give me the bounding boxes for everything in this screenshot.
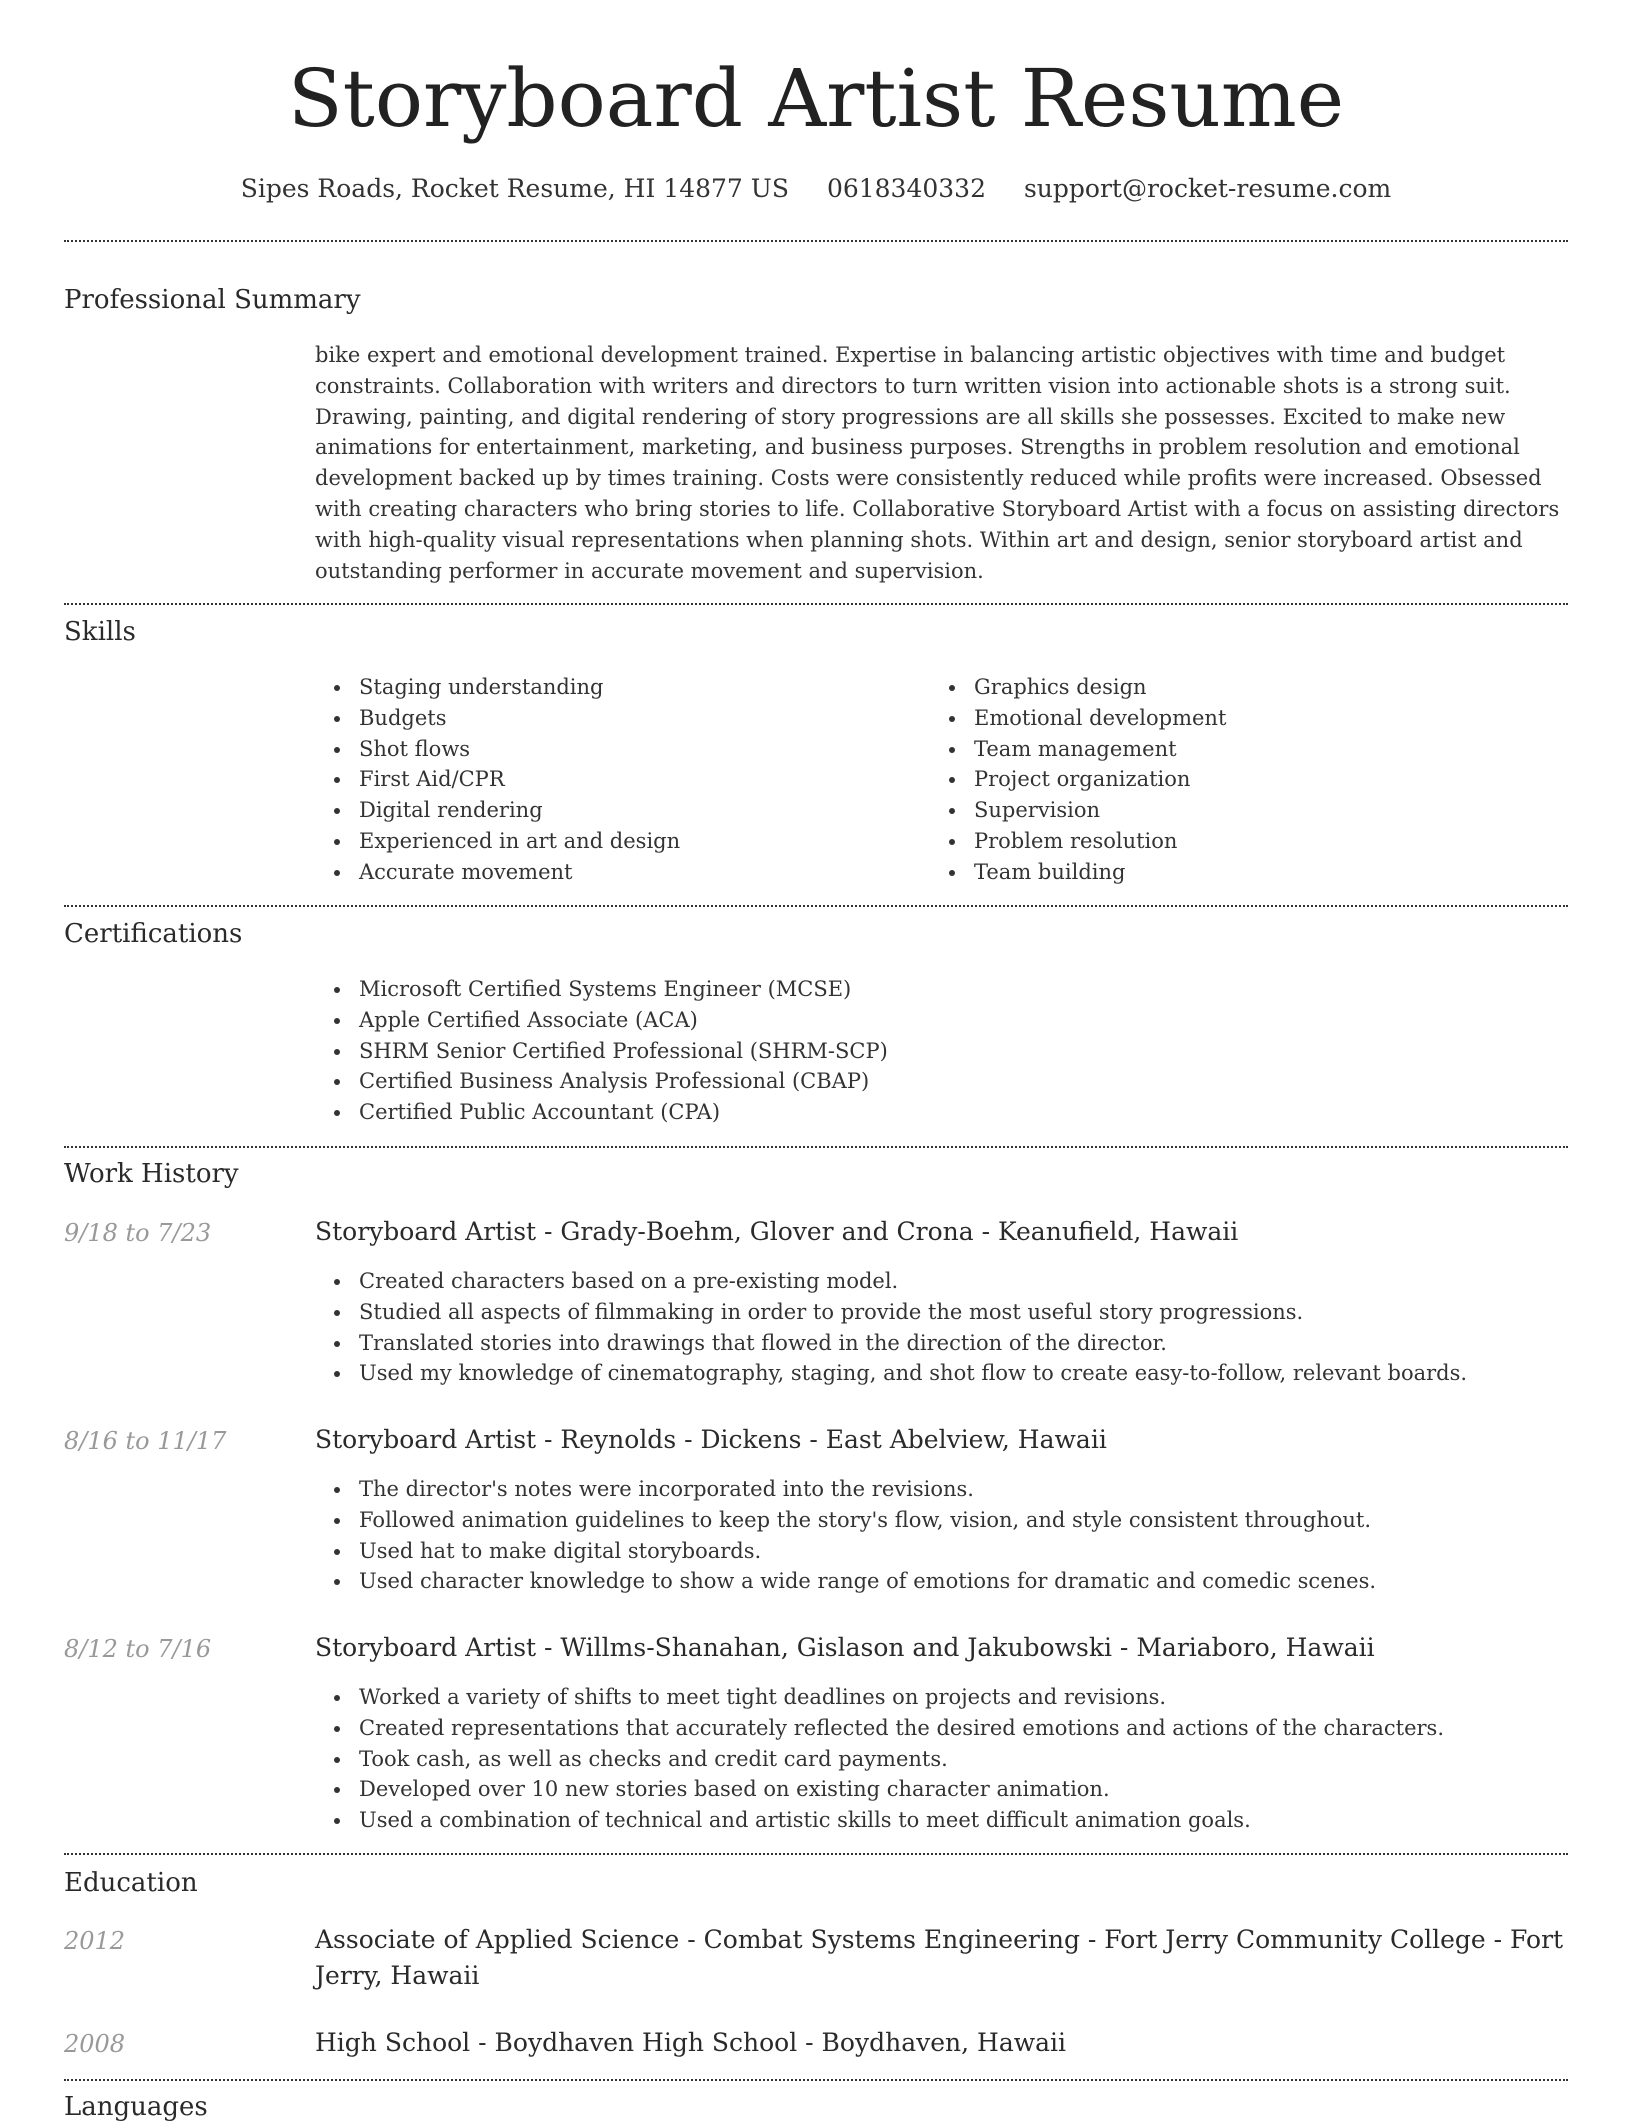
- duty-item: Created characters based on a pre-existing model.: [359, 1266, 1467, 1297]
- duty-item: Developed over 10 new stories based on existing character animation.: [359, 1774, 1444, 1805]
- duty-item: Used hat to make digital storyboards.: [359, 1536, 1376, 1567]
- certifications-list: [315, 974, 888, 1128]
- skill-item: Experienced in art and design: [359, 826, 680, 857]
- duty-item: The director's notes were incorporated into the revisions.: [359, 1474, 1376, 1505]
- skills-list-left: [315, 672, 680, 888]
- contact-email: support@rocket-resume.com: [1023, 174, 1392, 203]
- divider: [64, 2079, 1568, 2081]
- job-dates: 9/18 to 7/23: [64, 1219, 212, 1247]
- skill-item: First Aid/CPR: [359, 764, 680, 795]
- duty-item: Used my knowledge of cinematography, staging, and shot flow to create easy-to-follow, relevant boards.: [359, 1358, 1467, 1389]
- skill-item: Digital rendering: [359, 795, 680, 826]
- divider: [64, 1853, 1568, 1855]
- duty-item: Studied all aspects of filmmaking in order to provide the most useful story progressions.: [359, 1297, 1467, 1328]
- duty-item: Created representations that accurately reflected the desired emotions and actions of the characters.: [359, 1713, 1444, 1744]
- certifications-heading: Certifications: [64, 919, 243, 949]
- education-year: 2012: [64, 1927, 126, 1955]
- job-title: Storyboard Artist - Willms-Shanahan, Gislason and Jakubowski - Mariaboro, Hawaii: [315, 1633, 1375, 1662]
- contact-phone: 0618340332: [826, 174, 986, 203]
- certification-item: Certified Business Analysis Professional (CBAP): [359, 1066, 888, 1097]
- duty-item: Took cash, as well as checks and credit card payments.: [359, 1744, 1444, 1775]
- divider: [64, 603, 1568, 605]
- certification-item: Apple Certified Associate (ACA): [359, 1005, 888, 1036]
- skill-item: Team building: [974, 857, 1226, 888]
- job-dates: 8/12 to 7/16: [64, 1635, 212, 1663]
- education-year: 2008: [64, 2030, 126, 2058]
- contact-line: [0, 170, 1632, 208]
- duty-item: Translated stories into drawings that flowed in the direction of the director.: [359, 1328, 1467, 1359]
- certification-item: Certified Public Accountant (CPA): [359, 1097, 888, 1128]
- skill-item: Supervision: [974, 795, 1226, 826]
- duty-item: Used a combination of technical and artistic skills to meet difficult animation goals.: [359, 1805, 1444, 1836]
- contact-address: Sipes Roads, Rocket Resume, HI 14877 US: [240, 174, 789, 203]
- skill-item: Budgets: [359, 703, 680, 734]
- education-entry: High School - Boydhaven High School - Boydhaven, Hawaii: [315, 2028, 1067, 2057]
- summary-text: bike expert and emotional development trained. Expertise in balancing artistic objectives with time and budget constraints. Collaboration with writers and directors to turn written vision into actionable shots is a strong suit. Drawing, painting, and digital rendering of story progressions are all skills she possesses. Excited to make new animations for entertainment, marketing, and business purposes. Strengths in problem resolution and emotional development backed up by times training. Costs were consistently reduced while profits were increased. Obsessed with creating characters who bring stories to life. Collaborative Storyboard Artist with a focus on assisting directors with high-quality visual representations when planning shots. Within art and design, senior storyboard artist and outstanding performer in accurate movement and supervision.: [315, 343, 1560, 583]
- skill-item: Shot flows: [359, 734, 680, 765]
- divider: [64, 905, 1568, 907]
- duty-item: Followed animation guidelines to keep the story's flow, vision, and style consistent throughout.: [359, 1505, 1376, 1536]
- skills-list-right: [930, 672, 1226, 888]
- job-dates: 8/16 to 11/17: [64, 1427, 227, 1455]
- skill-item: Graphics design: [974, 672, 1226, 703]
- job-title: Storyboard Artist - Grady-Boehm, Glover and Crona - Keanufield, Hawaii: [315, 1217, 1239, 1246]
- divider: [64, 240, 1568, 242]
- skill-item: Accurate movement: [359, 857, 680, 888]
- skill-item: Emotional development: [974, 703, 1226, 734]
- certification-item: SHRM Senior Certified Professional (SHRM-SCP): [359, 1036, 888, 1067]
- certification-item: Microsoft Certified Systems Engineer (MCSE): [359, 974, 888, 1005]
- page-title: Storyboard Artist Resume: [287, 52, 1345, 145]
- job-duties: [315, 1682, 1444, 1836]
- education-heading: Education: [64, 1868, 198, 1898]
- duty-item: Used character knowledge to show a wide range of emotions for dramatic and comedic scenes.: [359, 1566, 1376, 1597]
- skill-item: Project organization: [974, 764, 1226, 795]
- job-duties: [315, 1474, 1376, 1597]
- job-title: Storyboard Artist - Reynolds - Dickens - East Abelview, Hawaii: [315, 1425, 1107, 1454]
- summary-heading: Professional Summary: [64, 285, 361, 315]
- duty-item: Worked a variety of shifts to meet tight deadlines on projects and revisions.: [359, 1682, 1444, 1713]
- languages-heading: Languages: [64, 2092, 208, 2122]
- job-duties: [315, 1266, 1467, 1389]
- divider: [64, 1146, 1568, 1148]
- education-entry: Associate of Applied Science - Combat Systems Engineering - Fort Jerry Community College - Fort Jerry, Hawaii: [315, 1925, 1564, 1990]
- skill-item: Staging understanding: [359, 672, 680, 703]
- skill-item: Problem resolution: [974, 826, 1226, 857]
- skills-heading: Skills: [64, 617, 136, 647]
- skill-item: Team management: [974, 734, 1226, 765]
- work-history-heading: Work History: [64, 1159, 239, 1189]
